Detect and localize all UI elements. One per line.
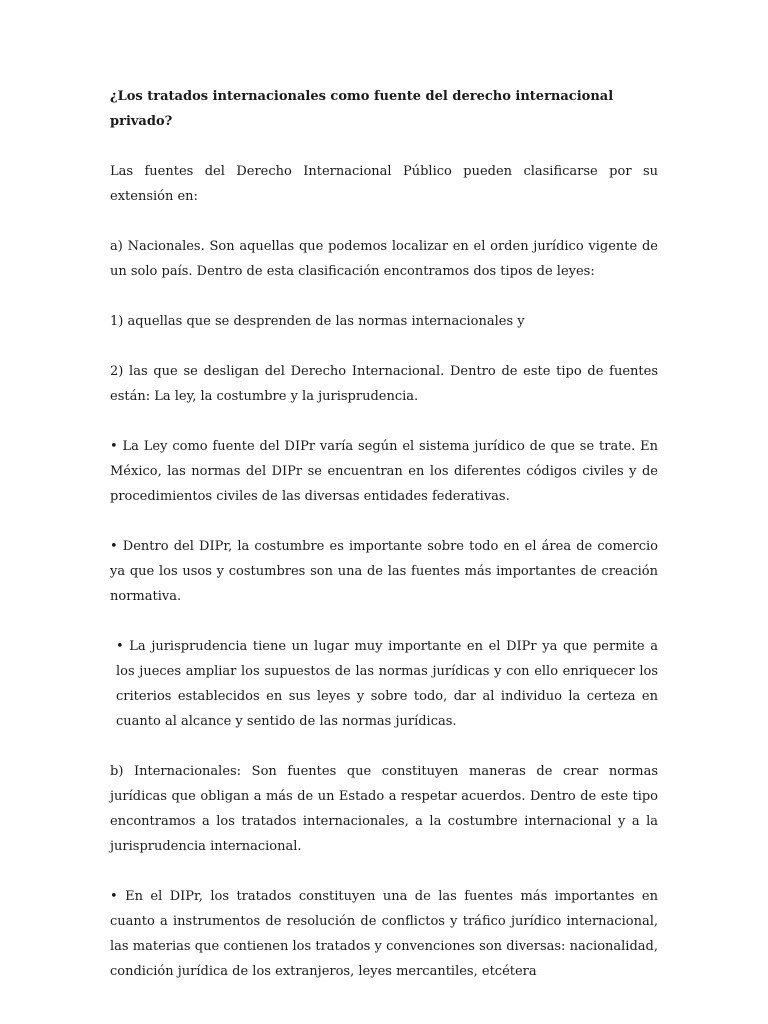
paragraph-internacionales: b) Internacionales: Son fuentes que constituyen maneras de crear normas jurídicas que obligan a más de un Estado a respetar acuerdos. Dentro de este tipo encontramos a los tratados internacionales, a la costumbre internacional y a la jurisprudencia internacional. [110,764,658,854]
bullet-tratados: • En el DIPr, los tratados constituyen una de las fuentes más importantes en cuanto a instrumentos de resolución de conflictos y tráfico jurídico internacional, las materias que contienen los tratados y convenciones son diversas: nacionalidad, condición jurídica de los extranjeros, leyes mercantiles, etcétera [110,889,658,979]
document-title: ¿Los tratados internacionales como fuente del derecho internacional privado? [110,89,614,129]
bullet-costumbre: • Dentro del DIPr, la costumbre es importante sobre todo en el área de comercio ya que los usos y costumbres son una de las fuentes más importantes de creación normativa. [110,539,658,604]
document-body [110,84,658,1009]
bullet-ley: • La Ley como fuente del DIPr varía según el sistema jurídico de que se trate. En México, las normas del DIPr se encuentran en los diferentes códigos civiles y de procedimientos civiles de las diversas entidades federativas. [110,439,658,504]
paragraph-item-2: 2) las que se desligan del Derecho Internacional. Dentro de este tipo de fuentes están: La ley, la costumbre y la jurisprudencia. [110,364,658,404]
paragraph-nacionales: a) Nacionales. Son aquellas que podemos localizar en el orden jurídico vigente de un solo país. Dentro de esta clasificación encontramos dos tipos de leyes: [110,239,658,279]
bullet-jurisprudencia: • La jurisprudencia tiene un lugar muy importante en el DIPr ya que permite a los jueces ampliar los supuestos de las normas jurídicas y con ello enriquecer los criterios establecidos en sus leyes y sobre todo, dar al individuo la certeza en cuanto al alcance y sentido de las normas jurídicas. [116,639,658,729]
paragraph-item-1: 1) aquellas que se desprenden de las normas internacionales y [110,314,525,329]
paragraph-intro: Las fuentes del Derecho Internacional Público pueden clasificarse por su extensión en: [110,164,658,204]
